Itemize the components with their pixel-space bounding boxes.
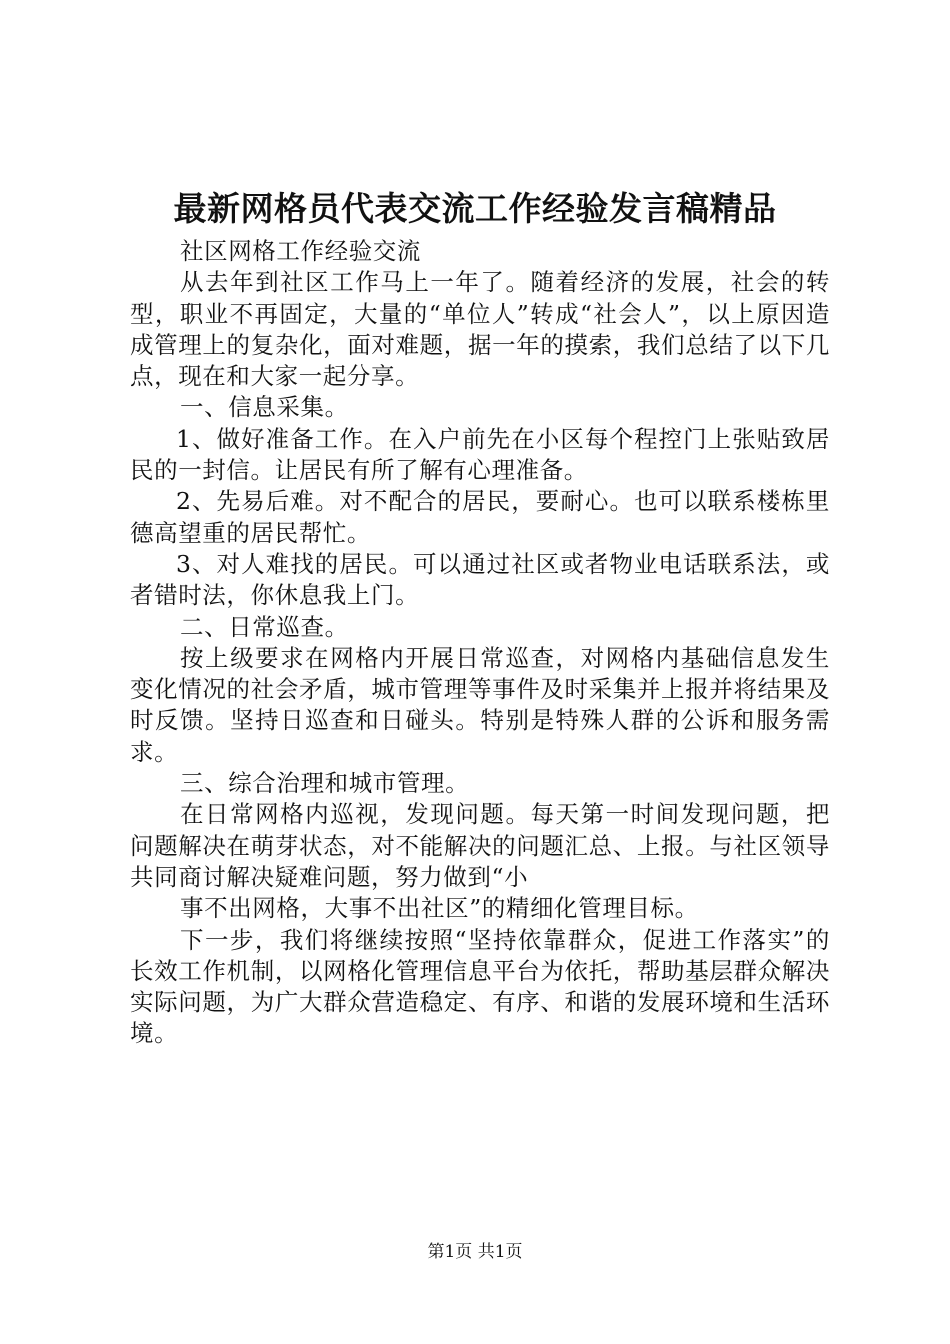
section-heading-2: 二、日常巡查。 — [180, 612, 349, 641]
paragraph-governance-cont: 事不出网格，大事不出社区”的精细化管理目标。 — [180, 894, 699, 923]
document-body — [130, 236, 830, 1050]
section-heading-1: 一、信息采集。 — [180, 393, 349, 422]
paragraph-next-step: 下一步，我们将继续按照“坚持依靠群众，促进工作落实”的长效工作机制，以网格化管理信息平台为依托，帮助基层群众解决实际问题，为广大群众营造稳定、有序、和谐的发展环境和生活环境。 — [130, 925, 830, 1048]
paragraph-item-3: 3、对人难找的居民。可以通过社区或者物业电话联系法，或者错时法，你休息我上门。 — [130, 549, 830, 610]
paragraph-item-2: 2、先易后难。对不配合的居民，要耐心。也可以联系楼栋里德高望重的居民帮忙。 — [130, 487, 830, 547]
document-title: 最新网格员代表交流工作经验发言稿精品 — [173, 189, 777, 228]
paragraph-item-1: 1、做好准备工作。在入户前先在小区每个程控门上张贴致居民的一封信。让居民有所了解有心理准备。 — [130, 424, 830, 485]
paragraph-intro: 从去年到社区工作马上一年了。随着经济的发展，社会的转型，职业不再固定，大量的“单位人”转成“社会人”，以上原因造成管理上的复杂化，面对难题，据一年的摸索，我们总结了以下几点，现在和大家一起分享。 — [130, 268, 830, 391]
section-heading-3: 三、综合治理和城市管理。 — [180, 769, 470, 798]
page-footer: 第1页 共1页 — [427, 1242, 523, 1262]
paragraph-subtitle: 社区网格工作经验交流 — [180, 237, 421, 265]
paragraph-governance: 在日常网格内巡视，发现问题。每天第一时间发现问题，把问题解决在萌芽状态，对不能解决的问题汇总、上报。与社区领导共同商讨解决疑难问题，努力做到“小 — [130, 800, 830, 891]
paragraph-patrol: 按上级要求在网格内开展日常巡查，对网格内基础信息发生变化情况的社会矛盾，城市管理等事件及时采集并上报并将结果及时反馈。坚持日巡查和日碰头。特别是特殊人群的公诉和服务需求。 — [130, 643, 830, 766]
